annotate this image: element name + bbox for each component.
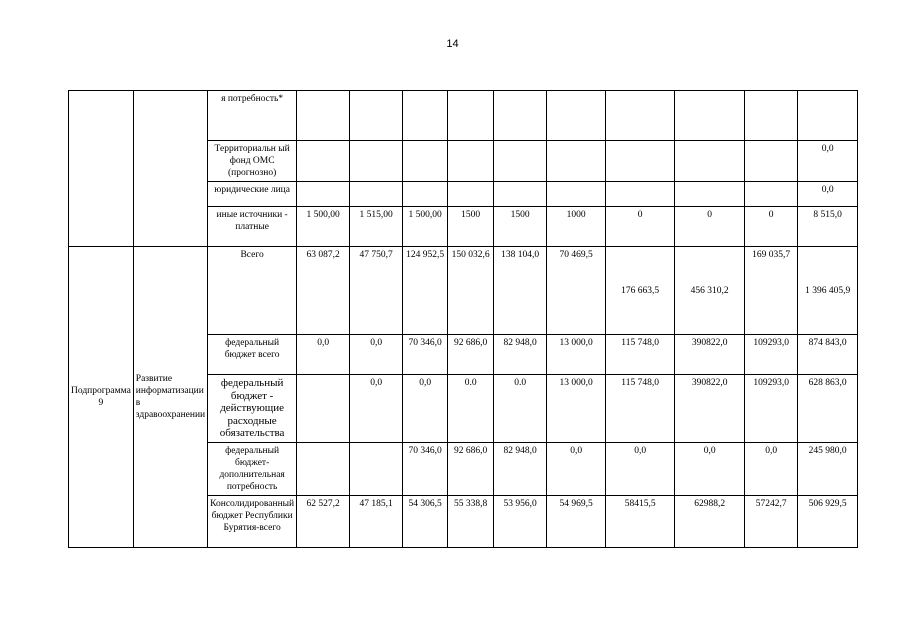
- cell: 456 310,2: [675, 247, 745, 335]
- cell: 70 346,0: [403, 443, 448, 496]
- cell: 0,0: [745, 443, 798, 496]
- subprogram-cell-empty: [69, 91, 134, 247]
- cell: 1500: [448, 207, 494, 247]
- cell: 54 306,5: [403, 496, 448, 548]
- cell: 176 663,5: [606, 247, 675, 335]
- cell: 57242,7: [745, 496, 798, 548]
- cell: 0: [606, 207, 675, 247]
- cell: 390822,0: [675, 375, 745, 443]
- cell: [606, 182, 675, 207]
- cell: 0,0: [350, 375, 403, 443]
- cell: [448, 141, 494, 182]
- cell: [675, 141, 745, 182]
- cell: [297, 141, 350, 182]
- cell: 54 969,5: [547, 496, 606, 548]
- cell: 1 515,00: [350, 207, 403, 247]
- cell: [403, 141, 448, 182]
- cell: 124 952,5: [403, 247, 448, 335]
- row-label: федеральный бюджет - действующие расходные обязательства: [208, 375, 297, 443]
- page-number: 14: [446, 38, 459, 50]
- cell: [675, 182, 745, 207]
- cell: 70 346,0: [403, 335, 448, 375]
- cell: [606, 141, 675, 182]
- cell: 109293,0: [745, 375, 798, 443]
- row-label: федеральный бюджет-дополнительная потребность: [208, 443, 297, 496]
- cell: 70 469,5: [547, 247, 606, 335]
- row-label: Консолидированный бюджет Республики Бурятия-всего: [208, 496, 297, 548]
- row-label: я потребность*: [208, 91, 297, 141]
- cell: [297, 91, 350, 141]
- cell: [297, 443, 350, 496]
- cell: [297, 375, 350, 443]
- cell: [448, 91, 494, 141]
- cell: 115 748,0: [606, 335, 675, 375]
- cell: 109293,0: [745, 335, 798, 375]
- cell: [448, 182, 494, 207]
- cell: 0,0: [606, 443, 675, 496]
- cell: 0,0: [403, 375, 448, 443]
- cell: 506 929,5: [798, 496, 858, 548]
- cell: 169 035,7: [745, 247, 798, 335]
- title-cell-empty: [133, 91, 207, 247]
- cell: [350, 141, 403, 182]
- cell: 0,0: [675, 443, 745, 496]
- cell: 150 032,6: [448, 247, 494, 335]
- cell: [350, 182, 403, 207]
- cell: [547, 91, 606, 141]
- cell: [745, 141, 798, 182]
- table-row: [69, 91, 858, 141]
- cell: 1 500,00: [297, 207, 350, 247]
- cell: 82 948,0: [494, 335, 547, 375]
- cell: 1 500,00: [403, 207, 448, 247]
- row-label: Территориальн ый фонд ОМС (прогнозно): [208, 141, 297, 182]
- cell: [745, 91, 798, 141]
- row-label: иные источники - платные: [208, 207, 297, 247]
- cell: 874 843,0: [798, 335, 858, 375]
- cell: [547, 182, 606, 207]
- cell: 0,0: [297, 335, 350, 375]
- row-label: юридические лица: [208, 182, 297, 207]
- table-row: [69, 247, 858, 335]
- cell: 82 948,0: [494, 443, 547, 496]
- cell: [745, 182, 798, 207]
- cell: 92 686,0: [448, 335, 494, 375]
- subprogram-title: Развитие информатизации в здравоохранении: [133, 247, 207, 548]
- cell: 55 338,8: [448, 496, 494, 548]
- cell: 1000: [547, 207, 606, 247]
- cell: 0: [745, 207, 798, 247]
- cell: 138 104,0: [494, 247, 547, 335]
- cell: 13 000,0: [547, 375, 606, 443]
- cell: 0: [675, 207, 745, 247]
- cell: [297, 182, 350, 207]
- cell: 245 980,0: [798, 443, 858, 496]
- cell: [798, 91, 858, 141]
- cell: 92 686,0: [448, 443, 494, 496]
- budget-table: [68, 90, 858, 548]
- cell: [494, 141, 547, 182]
- cell: 47 750,7: [350, 247, 403, 335]
- cell: 1 396 405,9: [798, 247, 858, 335]
- cell: 390822,0: [675, 335, 745, 375]
- cell: [675, 91, 745, 141]
- cell: [547, 141, 606, 182]
- row-label: федеральный бюджет всего: [208, 335, 297, 375]
- cell: 58415,5: [606, 496, 675, 548]
- cell: [494, 91, 547, 141]
- cell: [350, 443, 403, 496]
- cell: [403, 91, 448, 141]
- cell: 0.0: [448, 375, 494, 443]
- cell: 115 748,0: [606, 375, 675, 443]
- cell: 53 956,0: [494, 496, 547, 548]
- cell: 0,0: [798, 141, 858, 182]
- cell: [350, 91, 403, 141]
- cell: 62988,2: [675, 496, 745, 548]
- subprogram-number: Подпрограмма 9: [69, 247, 134, 548]
- cell: 8 515,0: [798, 207, 858, 247]
- cell: [403, 182, 448, 207]
- cell: 628 863,0: [798, 375, 858, 443]
- cell: 0,0: [798, 182, 858, 207]
- cell: 13 000,0: [547, 335, 606, 375]
- cell: 0,0: [547, 443, 606, 496]
- cell: 47 185,1: [350, 496, 403, 548]
- cell: 63 087,2: [297, 247, 350, 335]
- cell: 1500: [494, 207, 547, 247]
- cell: 0,0: [350, 335, 403, 375]
- cell: 0.0: [494, 375, 547, 443]
- cell: 62 527,2: [297, 496, 350, 548]
- cell: [494, 182, 547, 207]
- cell: [606, 91, 675, 141]
- row-label: Всего: [208, 247, 297, 335]
